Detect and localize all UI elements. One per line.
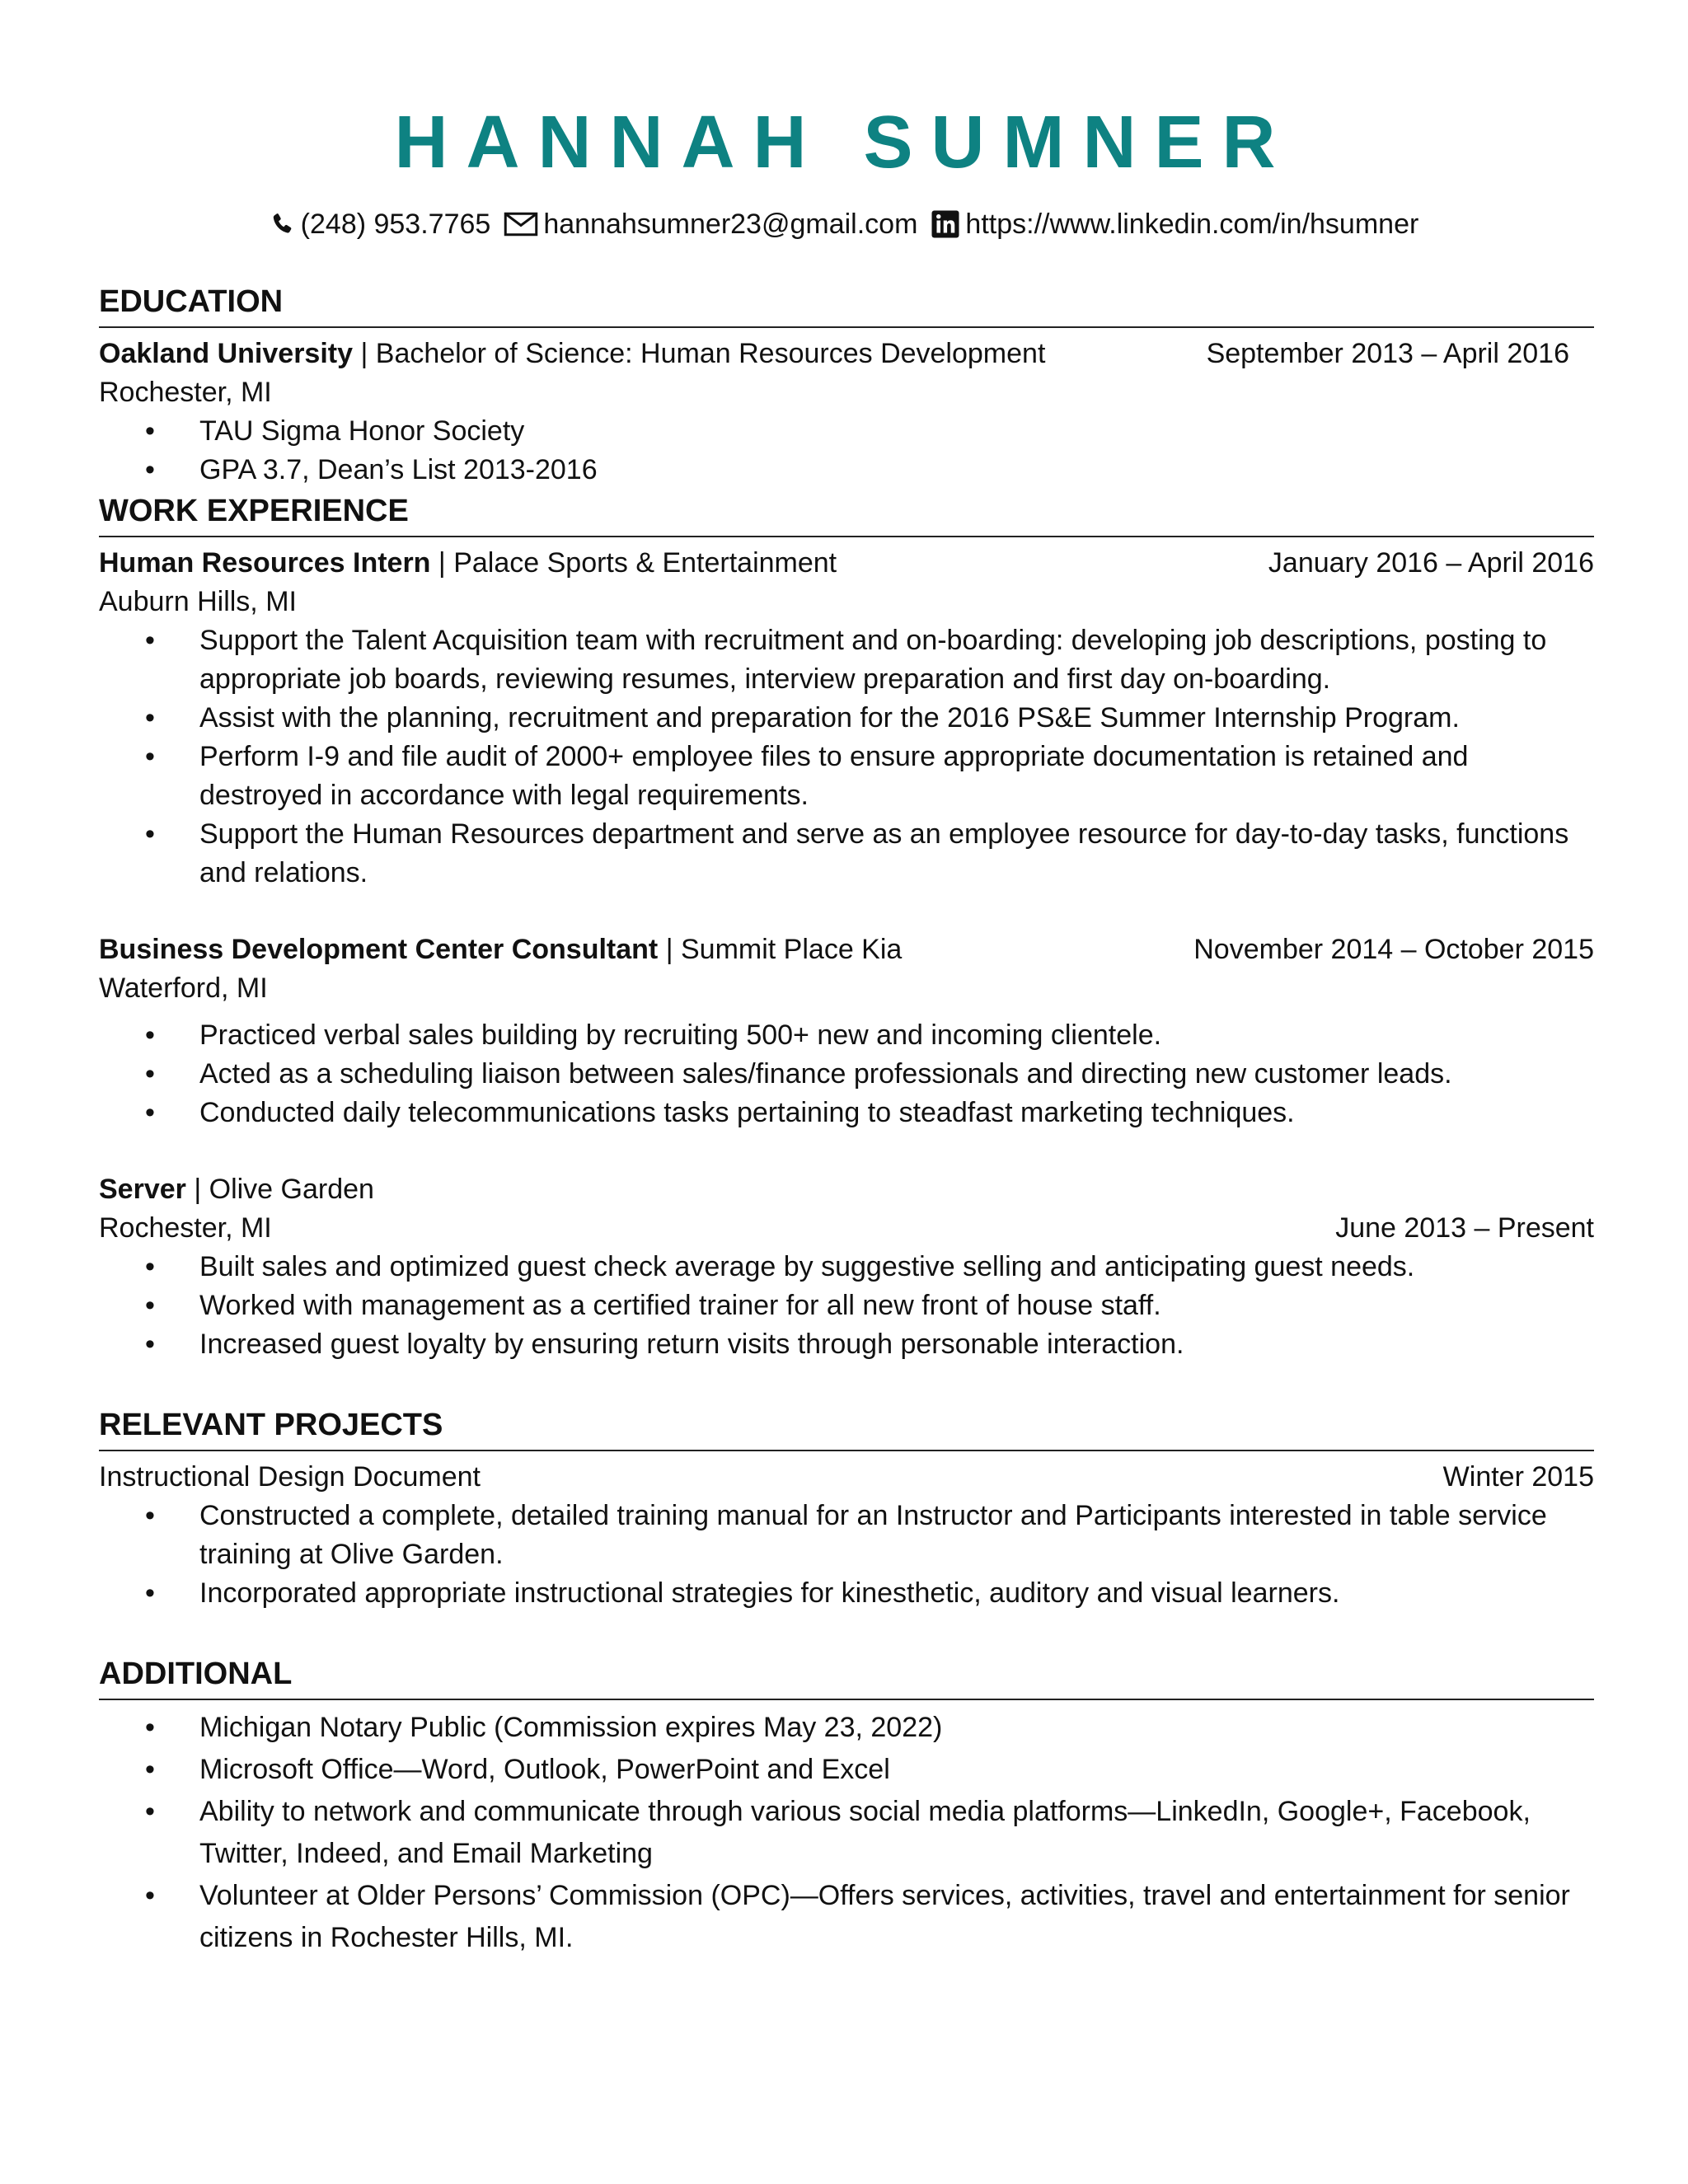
education-heading: EDUCATION (99, 280, 1594, 328)
separator: | (438, 547, 446, 579)
phone-contact (270, 204, 491, 244)
list-item: • Built sales and optimized guest check average by suggestive selling and anticipating guest needs. (199, 1248, 1594, 1286)
job-dates: June 2013 – Present (1335, 1212, 1594, 1244)
list-item: • Acted as a scheduling liaison between sales/finance professionals and directing new customer leads. (199, 1055, 1594, 1094)
email-address[interactable]: hannahsumner23@gmail.com (543, 209, 918, 240)
additional-heading: ADDITIONAL (99, 1652, 1594, 1700)
education-bullets (99, 412, 1594, 490)
job-company: Palace Sports & Entertainment (453, 547, 837, 579)
linkedin-url[interactable]: https://www.linkedin.com/in/hsumner (965, 209, 1419, 240)
job-role: Server (99, 1174, 186, 1205)
job-role: Human Resources Intern (99, 547, 431, 579)
education-location: Rochester, MI (99, 377, 272, 408)
phone-icon (270, 209, 296, 239)
list-item: • Ability to network and communicate through various social media platforms—LinkedIn, Google+, Facebook, Twitter, Indeed, and Email Marketing (199, 1791, 1594, 1875)
project-bullets (99, 1497, 1594, 1613)
job-bullets (99, 621, 1594, 893)
education-entry (99, 335, 1594, 373)
project-header (99, 1458, 1594, 1497)
job-header (99, 1170, 1594, 1209)
list-item: • Increased guest loyalty by ensuring return visits through personable interaction. (199, 1325, 1594, 1364)
envelope-icon (504, 212, 538, 237)
list-item: • Support the Talent Acquisition team with recruitment and on-boarding: developing job descriptions, posting to appropriate job boards, reviewing resumes, interview preparation and first day on-boarding. (199, 621, 1594, 699)
job-role: Business Development Center Consultant (99, 934, 659, 965)
candidate-name: HANNAH SUMNER (394, 101, 1294, 184)
job-bullets (99, 1016, 1594, 1132)
separator: | (360, 338, 368, 369)
list-item: • GPA 3.7, Dean’s List 2013-2016 (199, 451, 1594, 490)
linkedin-icon (931, 209, 960, 239)
list-item: • Conducted daily telecommunications tasks pertaining to steadfast marketing techniques. (199, 1094, 1594, 1132)
degree: Bachelor of Science: Human Resources Development (375, 338, 1046, 369)
job-header (99, 930, 1594, 969)
resume-content (99, 280, 1594, 1959)
work-experience-heading: WORK EXPERIENCE (99, 490, 1594, 537)
job-bullets (99, 1248, 1594, 1364)
additional-section (99, 1652, 1594, 1959)
list-item: • Practiced verbal sales building by recruiting 500+ new and incoming clientele. (199, 1016, 1594, 1055)
list-item: • Assist with the planning, recruitment and preparation for the 2016 PS&E Summer Internship Program. (199, 699, 1594, 738)
contact-line (0, 204, 1688, 244)
list-item: • Constructed a complete, detailed training manual for an Instructor and Participants interested in table service training at Olive Garden. (199, 1497, 1594, 1574)
job-location: Waterford, MI (99, 972, 268, 1004)
separator: | (665, 934, 673, 965)
email-contact[interactable] (504, 204, 917, 244)
list-item: • Support the Human Resources department and serve as an employee resource for day-to-day tasks, functions and relations. (199, 815, 1594, 893)
job-header (99, 544, 1594, 583)
list-item: • Perform I-9 and file audit of 2000+ employee files to ensure appropriate documentation is retained and destroyed in accordance with legal requirements. (199, 738, 1594, 815)
project-name: Instructional Design Document (99, 1461, 481, 1493)
additional-bullets (99, 1707, 1594, 1959)
list-item: • TAU Sigma Honor Society (199, 412, 1594, 451)
education-school-line (99, 335, 1045, 373)
job-location: Rochester, MI (99, 1212, 272, 1244)
separator: | (194, 1174, 202, 1205)
list-item: • Worked with management as a certified trainer for all new front of house staff. (199, 1286, 1594, 1325)
list-item: • Incorporated appropriate instructional strategies for kinesthetic, auditory and visual learners. (199, 1574, 1594, 1613)
education-dates: September 2013 – April 2016 (1206, 338, 1569, 369)
project-dates: Winter 2015 (1442, 1461, 1594, 1493)
school-name: Oakland University (99, 338, 354, 369)
list-item: • Microsoft Office—Word, Outlook, PowerPoint and Excel (199, 1749, 1594, 1791)
job-location: Auburn Hills, MI (99, 586, 297, 617)
phone-number: (248) 953.7765 (300, 209, 491, 240)
list-item: • Michigan Notary Public (Commission expires May 23, 2022) (199, 1707, 1594, 1749)
job-company: Summit Place Kia (681, 934, 903, 965)
list-item: • Volunteer at Older Persons’ Commission (OPC)—Offers services, activities, travel and entertainment for senior citizens in Rochester Hills, MI. (199, 1875, 1594, 1959)
linkedin-contact[interactable] (931, 204, 1418, 244)
job-dates: November 2014 – October 2015 (1193, 934, 1594, 965)
relevant-projects-heading: RELEVANT PROJECTS (99, 1404, 1594, 1451)
job-company: Olive Garden (209, 1174, 374, 1205)
job-dates: January 2016 – April 2016 (1268, 547, 1594, 579)
